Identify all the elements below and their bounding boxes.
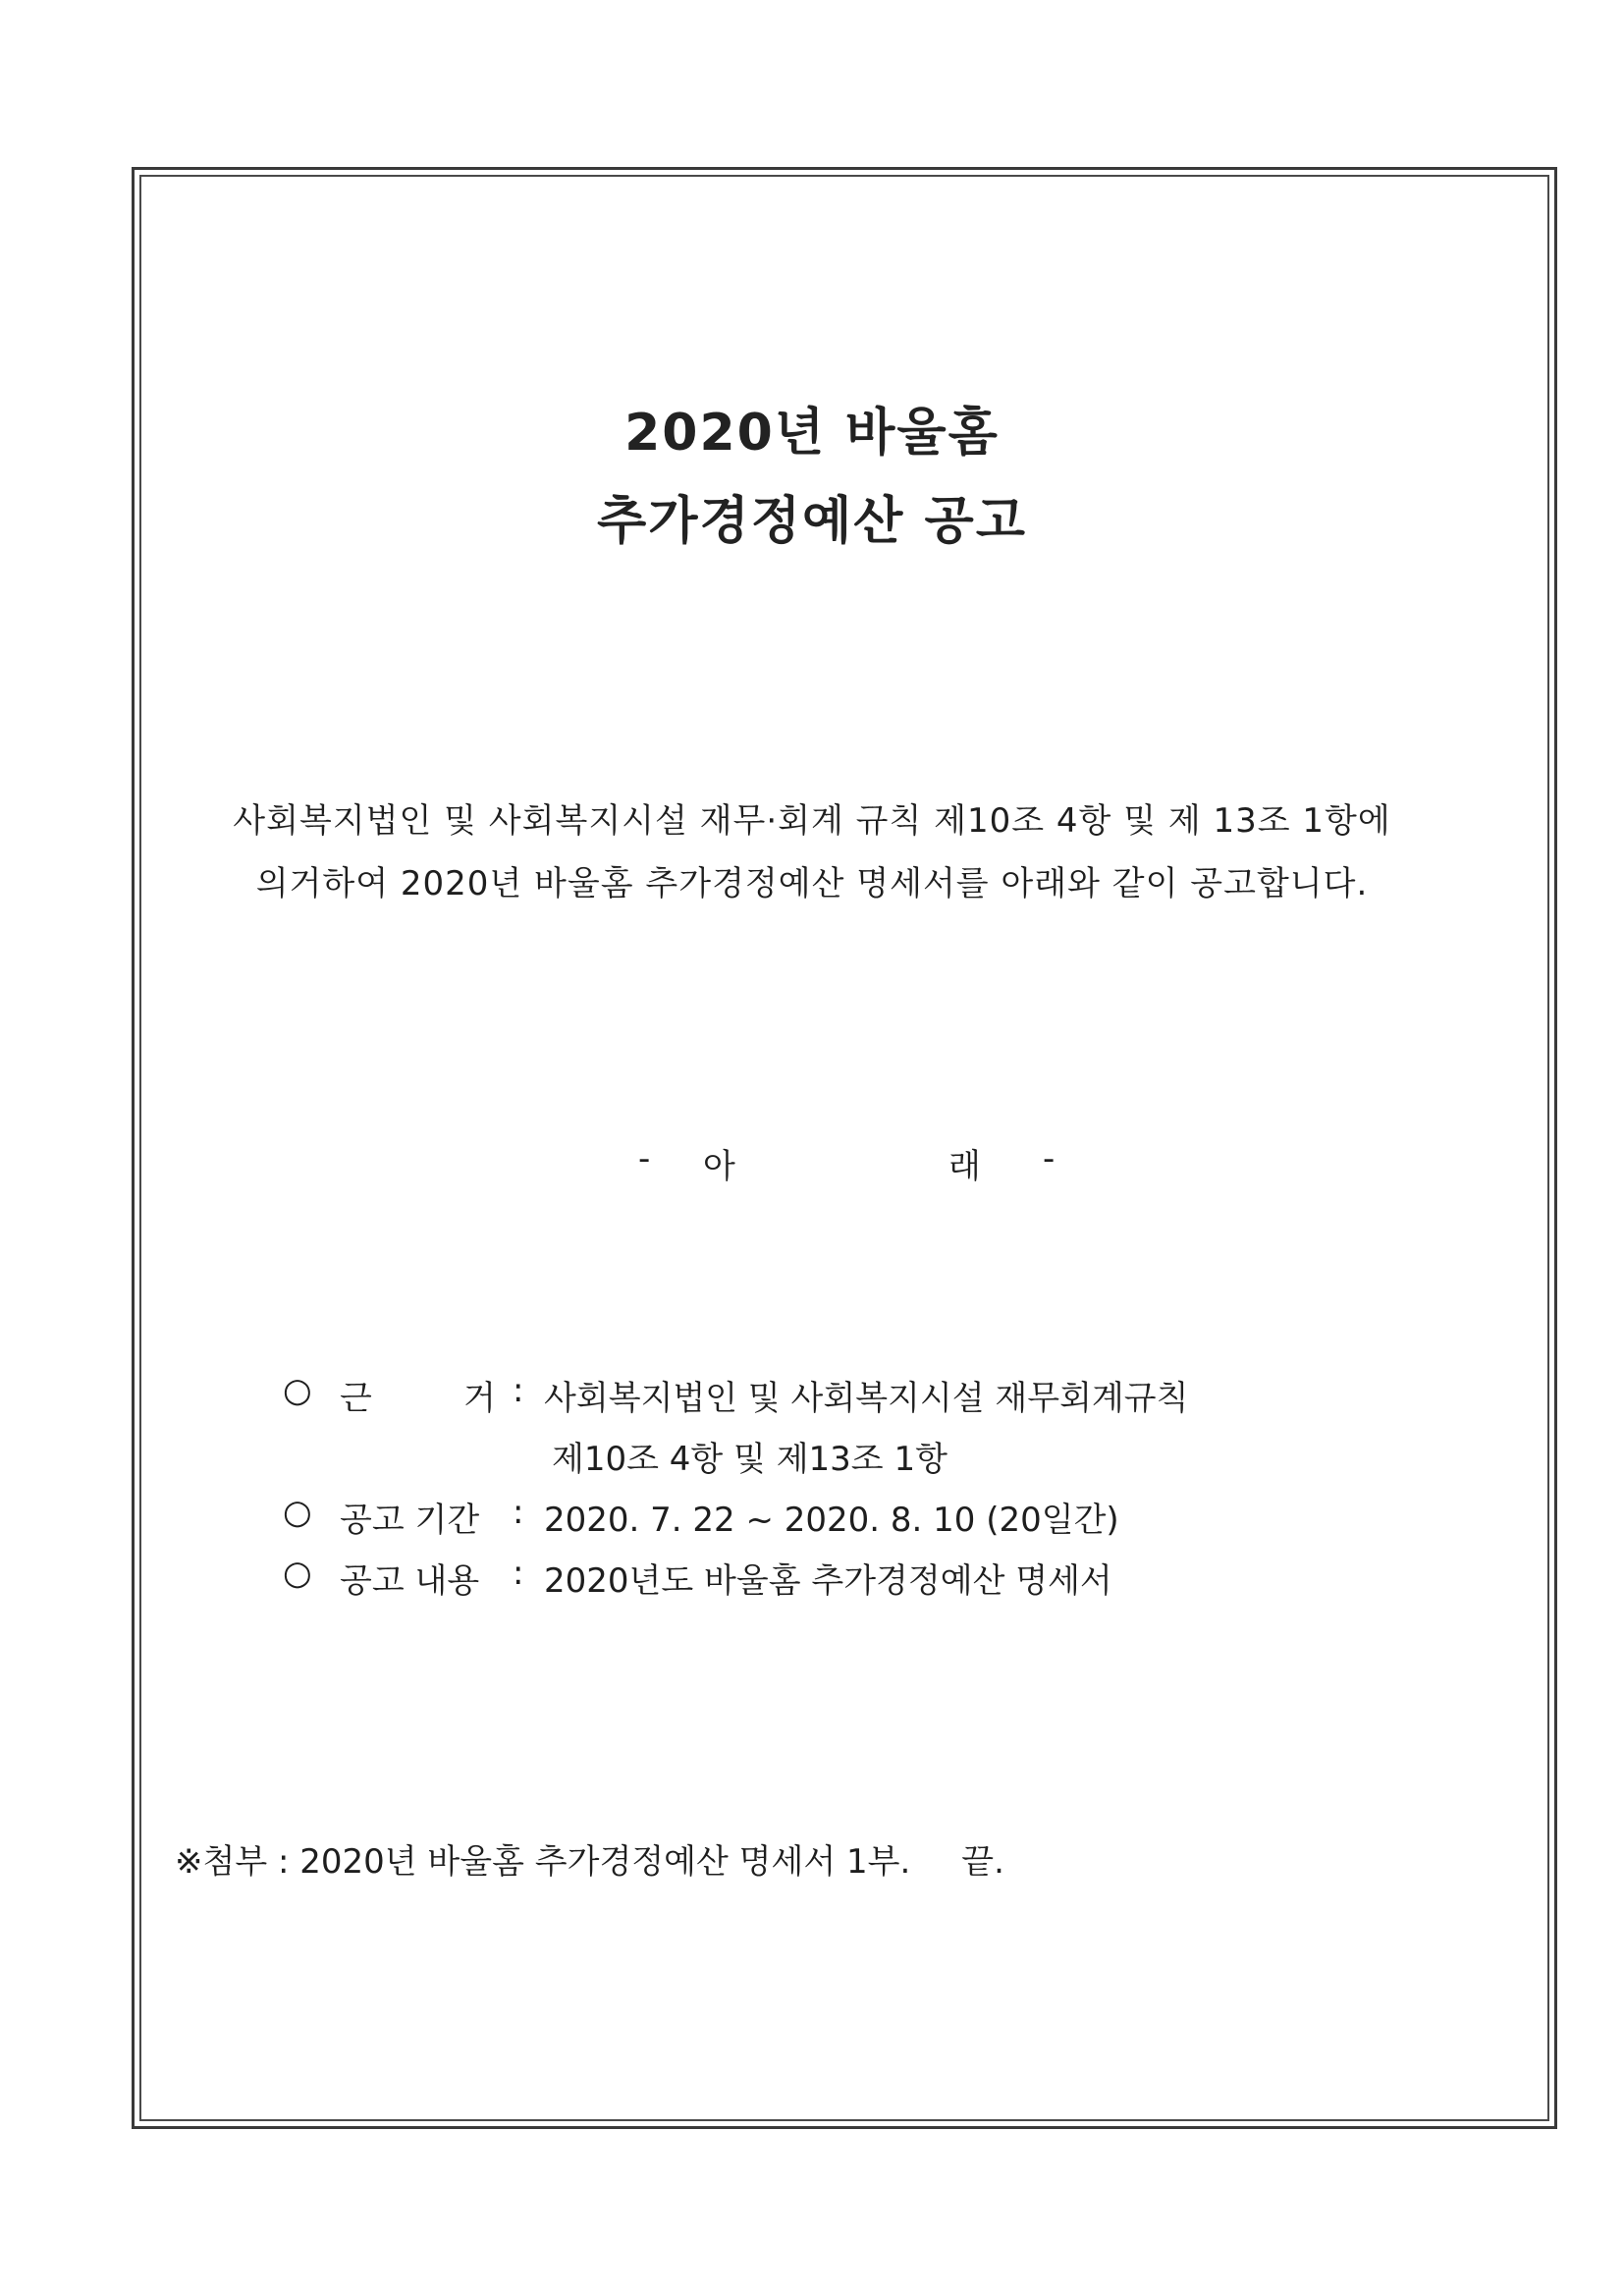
item-content-bullet-icon: ○ (283, 1554, 312, 1593)
below-heading-dash-right: - (1043, 1139, 1056, 1178)
item-basis-value-line1: 사회복지법인 및 사회복지시설 재무회계규칙 (544, 1379, 1189, 1418)
attachment-end-mark: 끝. (961, 1842, 1004, 1882)
body-text-line1: 사회복지법인 및 사회복지시설 재무·회계 규칙 제10조 4항 및 제 13조 1항에 (233, 801, 1391, 841)
item-content-value: 2020년도 바울홈 추가경정예산 명세서 (544, 1561, 1112, 1601)
item-basis-bullet-icon: ○ (283, 1371, 312, 1410)
item-content-colon: : (513, 1554, 524, 1593)
body-text-line2: 의거하여 2020년 바울홈 추가경정예산 명세서를 아래와 같이 공고합니다. (255, 864, 1369, 903)
item-basis-label-b: 거 (463, 1379, 496, 1418)
item-period-value: 2020. 7. 22 ~ 2020. 8. 10 (20일간) (544, 1501, 1119, 1540)
item-period-label: 공고 기간 (340, 1501, 480, 1540)
attachment-text: ※첨부 : 2020년 바울홈 추가경정예산 명세서 1부. (175, 1842, 911, 1882)
item-basis-colon: : (513, 1371, 524, 1410)
below-heading-char1: 아 (703, 1147, 735, 1186)
below-heading-dash-left: - (638, 1139, 651, 1178)
item-basis-label-a: 근 (340, 1379, 372, 1418)
item-period-colon: : (513, 1493, 524, 1532)
document-title-line1: 2020년 바울홈 (624, 404, 1000, 463)
attachment-line (175, 1834, 1004, 1883)
item-basis-value-line2: 제10조 4항 및 제13조 1항 (552, 1440, 947, 1479)
document-title-line2: 추가경정예산 공고 (597, 492, 1027, 551)
below-heading-char2: 래 (948, 1147, 981, 1186)
below-heading (0, 1139, 1624, 1188)
item-period-bullet-icon: ○ (283, 1493, 312, 1532)
item-content-label: 공고 내용 (340, 1561, 480, 1601)
